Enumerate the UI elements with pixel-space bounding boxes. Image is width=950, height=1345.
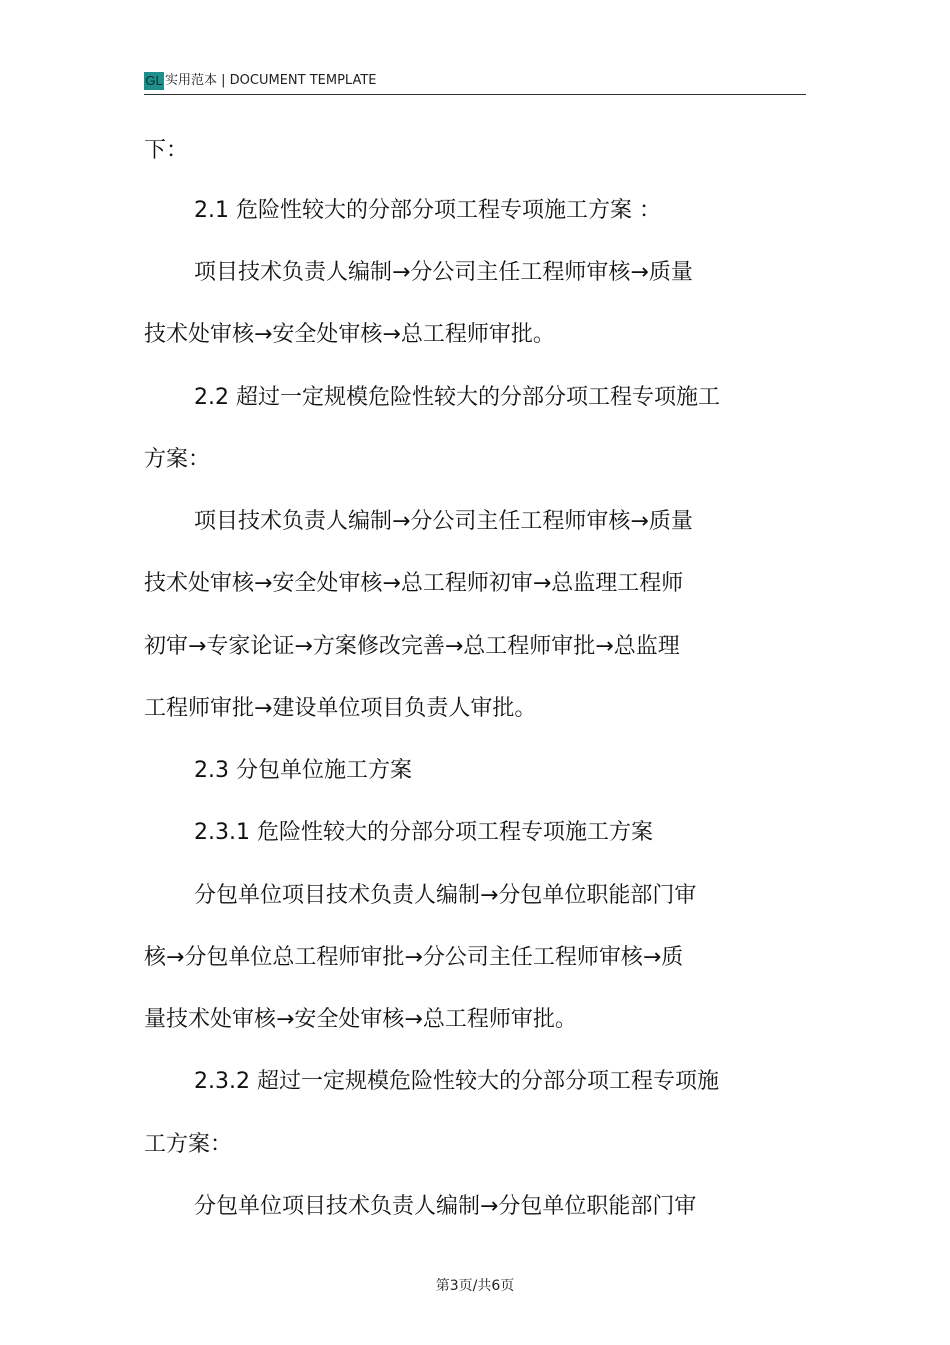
paragraph-line: 量技术处审核→安全处审核→总工程师审批。 xyxy=(144,1007,577,1032)
section-heading: 2.3 分包单位施工方案 xyxy=(194,758,412,783)
section-heading: 2.3.1 危险性较大的分部分项工程专项施工方案 xyxy=(194,820,653,845)
paragraph-line: 分包单位项目技术负责人编制→分包单位职能部门审 xyxy=(194,1194,697,1219)
section-heading: 2.1 危险性较大的分部分项工程专项施工方案 ： xyxy=(194,198,661,223)
paragraph-line: 技术处审核→安全处审核→总工程师审批。 xyxy=(144,322,555,347)
page-number: 第3页/共6页 xyxy=(435,1278,515,1294)
paragraph-line: 方案： xyxy=(144,447,211,472)
section-heading: 2.2 超过一定规模危险性较大的分部分项工程专项施工 xyxy=(194,385,720,410)
paragraph-line: 初审→专家论证→方案修改完善→总工程师审批→总监理 xyxy=(144,634,680,659)
paragraph-line: 工方案： xyxy=(144,1132,233,1157)
paragraph-line: 项目技术负责人编制→分公司主任工程师审核→质量 xyxy=(194,260,693,285)
paragraph-line: 核→分包单位总工程师审批→分公司主任工程师审核→质 xyxy=(144,945,684,970)
header-title: 实用范本 | DOCUMENT TEMPLATE xyxy=(165,73,377,88)
page-header xyxy=(144,70,806,95)
paragraph-line: 技术处审核→安全处审核→总工程师初审→总监理工程师 xyxy=(144,571,684,596)
paragraph-line: 分包单位项目技术负责人编制→分包单位职能部门审 xyxy=(194,883,697,908)
section-heading: 2.3.2 超过一定规模危险性较大的分部分项工程专项施 xyxy=(194,1069,719,1094)
paragraph-line: 下： xyxy=(144,138,189,163)
paragraph-line: 工程师审批→建设单位项目负责人审批。 xyxy=(144,696,537,721)
paragraph-line: 项目技术负责人编制→分公司主任工程师审核→质量 xyxy=(194,509,693,534)
gl-logo: GL xyxy=(145,73,163,88)
